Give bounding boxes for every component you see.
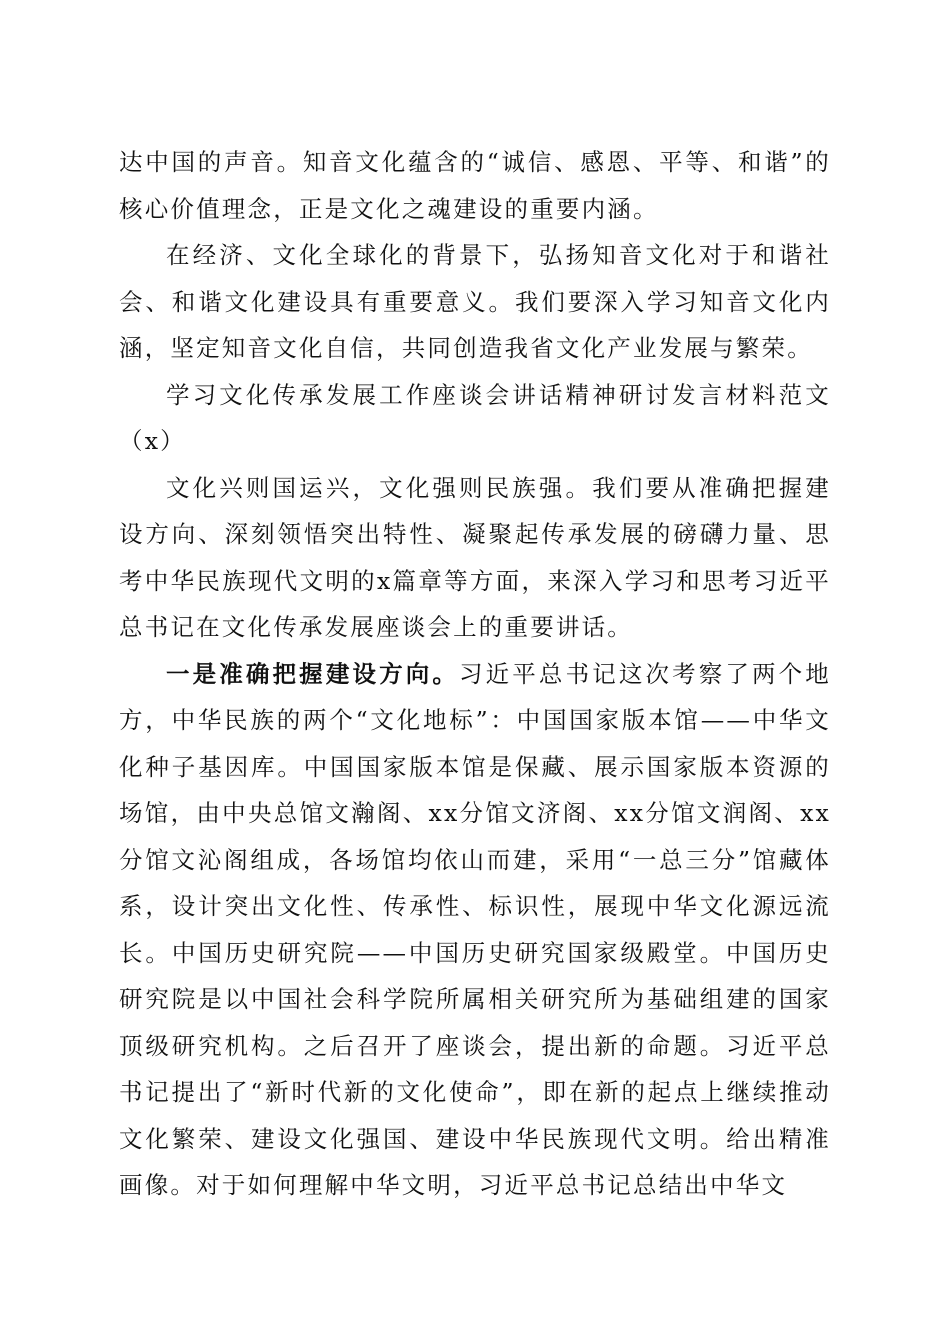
- paragraph-section-one: [119, 651, 831, 1209]
- document-body: [119, 139, 831, 1209]
- section-one-heading: 一是准确把握建设方向。: [166, 659, 460, 688]
- paragraph-introduction: 文化兴则国运兴，文化强则民族强。我们要从准确把握建设方向、深刻领悟突出特性、凝聚起传承发展的磅礴力量、思考中华民族现代文明的x篇章等方面，来深入学习和思考习近平总书记在文化传承发展座谈会上的重要讲话。: [119, 473, 831, 641]
- paragraph-continuation: 达中国的声音。知音文化蕴含的“诚信、感恩、平等、和谐”的核心价值理念，正是文化之魂建设的重要内涵。: [119, 148, 831, 223]
- section-one-body: 习近平总书记这次考察了两个地方，中华民族的两个“文化地标”：中国国家版本馆——中华文化种子基因库。中国国家版本馆是保藏、展示国家版本资源的场馆，由中央总馆文瀚阁、xx分馆文济阁、xx分馆文润阁、xx分馆文沁阁组成，各场馆均依山而建，采用“一总三分”馆藏体系，设计突出文化性、传承性、标识性，展现中华文化源远流长。中国历史研究院——中国历史研究国家级殿堂。中国历史研究院是以中国社会科学院所属相关研究所为基础组建的国家顶级研究机构。之后召开了座谈会，提出新的命题。习近平总书记提出了“新时代新的文化使命”，即在新的起点上继续推动文化繁荣、建设文化强国、建设中华民族现代文明。给出精准画像。对于如何理解中华文明，习近平总书记总结出中华文: [119, 659, 831, 1199]
- article-title: 学习文化传承发展工作座谈会讲话精神研讨发言材料范文（x）: [119, 380, 831, 455]
- paragraph-globalization: 在经济、文化全球化的背景下，弘扬知音文化对于和谐社会、和谐文化建设具有重要意义。我们要深入学习知音文化内涵，坚定知音文化自信，共同创造我省文化产业发展与繁荣。: [119, 241, 831, 362]
